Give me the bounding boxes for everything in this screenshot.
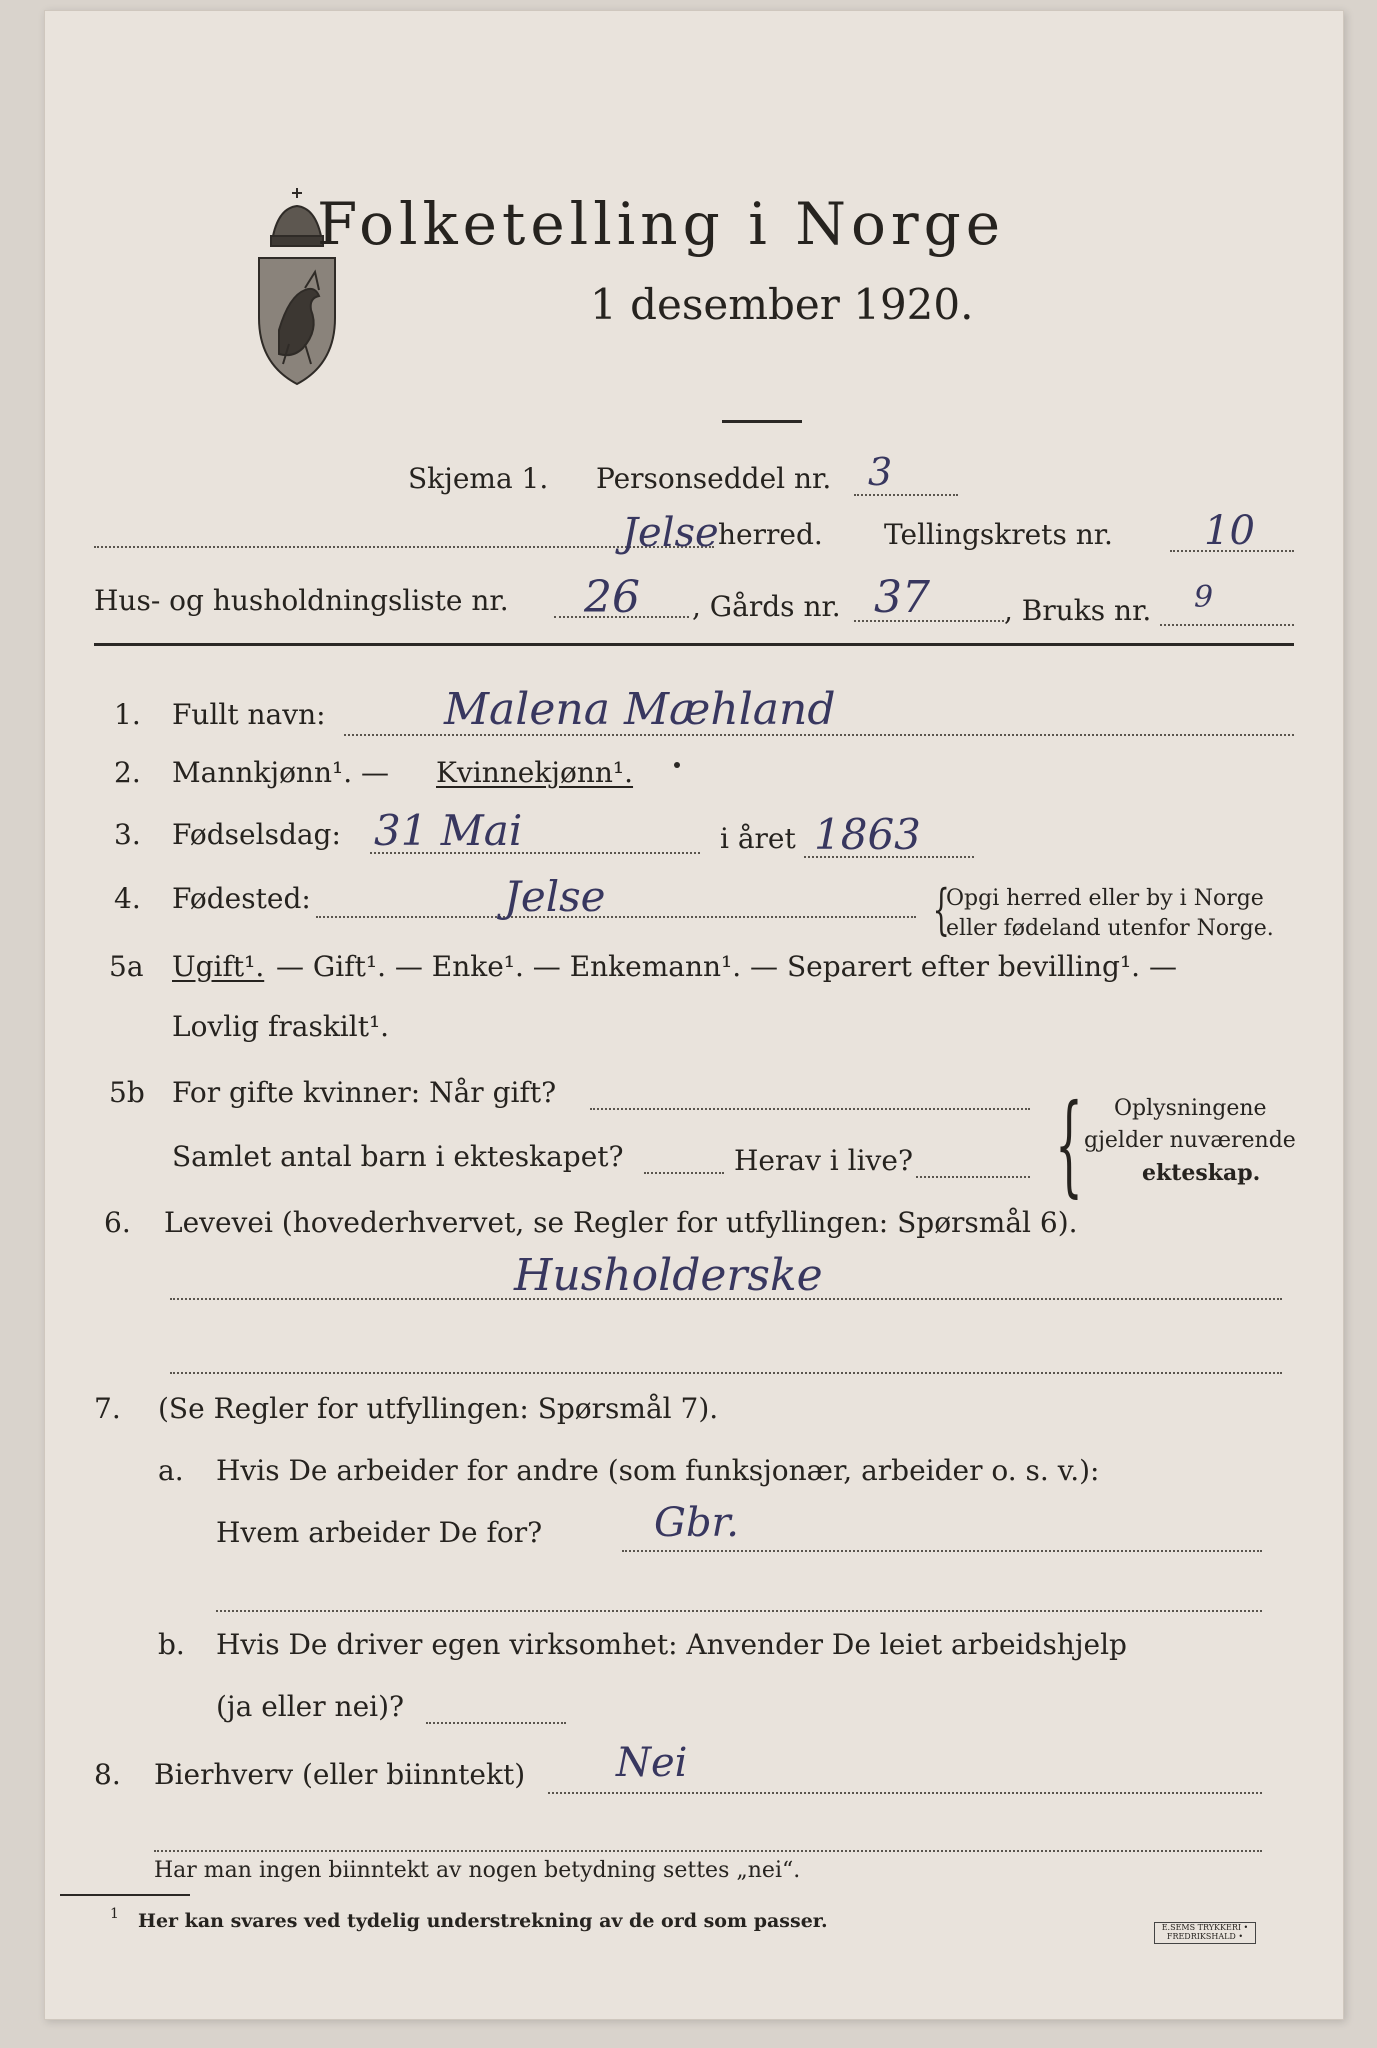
q7a-employer-line[interactable]	[622, 1550, 1262, 1552]
q1-label: Fullt navn:	[172, 698, 326, 731]
footnote-divider	[60, 1894, 190, 1896]
q2-kvinne[interactable]: Kvinnekjønn¹.	[436, 756, 634, 789]
q5b-label-3: Herav i live?	[734, 1144, 913, 1177]
q3-number: 3.	[114, 818, 141, 851]
q5b-label-1: For gifte kvinner: Når gift?	[172, 1076, 557, 1109]
q3-label: Fødselsdag:	[172, 818, 341, 851]
census-date: 1 desember 1920.	[590, 280, 974, 329]
q1-number: 1.	[114, 698, 141, 731]
bruks-value: 9	[1194, 580, 1214, 615]
footnote-text: Her kan svares ved tydelig understrekning av de ord som passer.	[138, 1910, 828, 1932]
q5a-line2: Lovlig fraskilt¹.	[172, 1010, 390, 1043]
q6-value: Husholderske	[514, 1250, 823, 1301]
q7b-number: b.	[158, 1628, 185, 1661]
q4-label: Fødested:	[172, 882, 311, 915]
q6-line-2[interactable]	[170, 1372, 1282, 1374]
q7a-line-2: Hvem arbeider De for?	[216, 1516, 543, 1549]
q5a-options: — Gift¹. — Enke¹. — Enkemann¹. — Separert efter bevilling¹. —	[276, 950, 1177, 983]
q7b-line-1: Hvis De driver egen virksomhet: Anvender De leiet arbeidshjelp	[216, 1628, 1127, 1661]
q2-number: 2.	[114, 756, 141, 789]
gards-value: 37	[874, 572, 930, 623]
q8-line-2[interactable]	[154, 1850, 1262, 1852]
q5a-number: 5a	[109, 950, 144, 983]
herred-label: herred.	[718, 518, 823, 551]
q1-value: Malena Mæhland	[444, 684, 836, 735]
q8-value: Nei	[616, 1740, 688, 1786]
title-divider	[722, 420, 802, 423]
footnote-mark: 1	[110, 1906, 119, 1922]
header-divider	[94, 643, 1294, 646]
schema-label: Skjema 1.	[408, 462, 549, 495]
q7a-line-1: Hvis De arbeider for andre (som funksjonær, arbeider o. s. v.):	[216, 1454, 1100, 1487]
q3-value: 31 Mai	[374, 806, 523, 855]
personseddel-line[interactable]	[854, 494, 958, 496]
q8-number: 8.	[94, 1758, 121, 1791]
q5b-number: 5b	[109, 1076, 145, 1109]
q2-mann: Mannkjønn¹. —	[172, 756, 390, 789]
bruks-line[interactable]	[1160, 624, 1294, 626]
personseddel-value: 3	[868, 450, 893, 494]
q4-note-1: Opgi herred eller by i Norge	[946, 886, 1264, 911]
q7b-line-2: (ja eller nei)?	[216, 1690, 405, 1723]
q5b-label-2: Samlet antal barn i ekteskapet?	[172, 1140, 624, 1173]
tellingskrets-value: 10	[1204, 508, 1255, 554]
q8-line-1[interactable]	[548, 1792, 1262, 1794]
q8-label: Bierhverv (eller biinntekt)	[154, 1758, 526, 1791]
q7a-number: a.	[158, 1454, 184, 1487]
q7-label: (Se Regler for utfyllingen: Spørsmål 7).	[158, 1392, 719, 1425]
q7-number: 7.	[94, 1392, 121, 1425]
q7b-answer-line[interactable]	[426, 1722, 566, 1724]
hus-label: Hus- og husholdningsliste nr.	[94, 584, 509, 617]
hus-value: 26	[584, 572, 640, 623]
footer-note: Har man ingen biinntekt av nogen betydning settes „nei“.	[154, 1858, 801, 1883]
q5b-alive-line[interactable]	[916, 1176, 1030, 1178]
printer-stamp: E.SEMS TRYKKERI • FREDRIKSHALD •	[1154, 1922, 1256, 1944]
q5a-ugift[interactable]: Ugift¹.	[172, 950, 265, 983]
herred-value: Jelse	[622, 510, 719, 556]
q4-line[interactable]	[316, 916, 916, 918]
q6-label: Levevei (hovederhvervet, se Regler for utfyllingen: Spørsmål 6).	[164, 1206, 1078, 1239]
q7a-employer-line-2[interactable]	[216, 1610, 1262, 1612]
page-title: Folketelling i Norge	[317, 190, 1006, 258]
q5b-note-1: Oplysningene	[1114, 1096, 1267, 1121]
bruks-label: , Bruks nr.	[1004, 594, 1152, 627]
q5b-children-line[interactable]	[644, 1172, 724, 1174]
q4-brace: {	[932, 878, 950, 941]
q2-mark	[674, 762, 680, 768]
gards-label: , Gårds nr.	[692, 590, 841, 623]
q5b-note-3: ekteskap.	[1142, 1160, 1261, 1186]
q3-year-value: 1863	[814, 810, 921, 859]
q5b-married-line[interactable]	[590, 1108, 1030, 1110]
q5b-note-2: gjelder nuværende	[1084, 1128, 1296, 1153]
census-form	[44, 10, 1344, 2020]
q3-year-label: i året	[720, 822, 796, 855]
q7a-value: Gbr.	[654, 1500, 739, 1546]
q6-number: 6.	[104, 1206, 131, 1239]
q5b-brace: {	[1055, 1080, 1083, 1208]
q4-value: Jelse	[504, 872, 606, 921]
q4-note-2: eller fødeland utenfor Norge.	[946, 916, 1274, 941]
herred-line[interactable]	[94, 546, 714, 548]
personseddel-label: Personseddel nr.	[596, 462, 832, 495]
tellingskrets-label: Tellingskrets nr.	[884, 518, 1113, 551]
q4-number: 4.	[114, 882, 141, 915]
